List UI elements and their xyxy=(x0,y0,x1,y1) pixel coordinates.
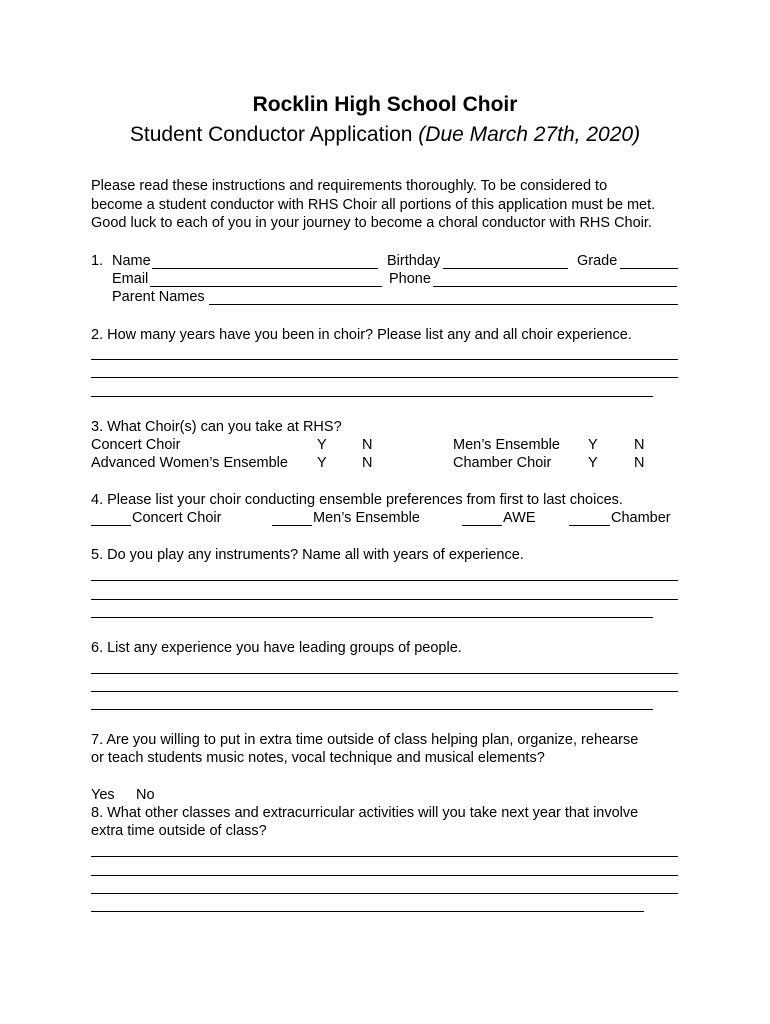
concert-yes-option[interactable]: Y xyxy=(317,437,327,453)
birthday-field[interactable] xyxy=(443,268,568,269)
q6-answer-line-1[interactable] xyxy=(91,673,678,674)
awe-no-option[interactable]: N xyxy=(362,455,373,471)
q4-text: 4. Please list your choir conducting ensemble preferences from first to last choices. xyxy=(91,492,623,508)
page-subtitle xyxy=(0,121,770,149)
name-label: Name xyxy=(112,253,151,269)
rank-blank-chamber[interactable] xyxy=(569,525,610,526)
phone-label: Phone xyxy=(389,271,431,287)
phone-field[interactable] xyxy=(433,286,677,287)
choir-chamber-label: Chamber Choir xyxy=(453,455,552,471)
q7-text-line-1: 7. Are you willing to put in extra time outside of class helping plan, organize, rehearse xyxy=(91,732,639,748)
q5-text: 5. Do you play any instruments? Name all with years of experience. xyxy=(91,547,524,563)
grade-label: Grade xyxy=(577,253,618,269)
email-field[interactable] xyxy=(150,286,382,287)
email-label: Email xyxy=(112,271,149,287)
subtitle-text: Student Conductor Application xyxy=(129,123,413,146)
choir-concert-label: Concert Choir xyxy=(91,437,181,453)
q8-text-line-1: 8. What other classes and extracurricular activities will you take next year that involve xyxy=(91,805,639,821)
choir-mens-label: Men’s Ensemble xyxy=(453,437,560,453)
q2-text: 2. How many years have you been in choir? Please list any and all choir experience. xyxy=(91,327,632,343)
concert-no-option[interactable]: N xyxy=(362,437,373,453)
rank-blank-mens[interactable] xyxy=(272,525,312,526)
choir-awe-label: Advanced Women’s Ensemble xyxy=(91,455,288,471)
q6-answer-line-3[interactable] xyxy=(91,709,653,710)
pref-concert-label: Concert Choir xyxy=(132,510,222,526)
q8-answer-line-2[interactable] xyxy=(91,875,678,876)
q7-text-line-2: or teach students music notes, vocal technique and musical elements? xyxy=(91,750,545,766)
q6-text: 6. List any experience you have leading groups of people. xyxy=(91,640,462,656)
q6-answer-line-2[interactable] xyxy=(91,691,678,692)
q8-answer-line-3[interactable] xyxy=(91,893,678,894)
due-date: (Due March 27th, 2020) xyxy=(418,123,641,146)
instruction-line: become a student conductor with RHS Choir all portions of this application must be met. xyxy=(91,196,656,213)
q5-answer-line-1[interactable] xyxy=(91,580,678,581)
chamber-no-option[interactable]: N xyxy=(634,455,645,471)
q2-answer-line-2[interactable] xyxy=(91,377,678,378)
grade-field[interactable] xyxy=(620,268,678,269)
q1-number: 1. xyxy=(91,253,104,269)
pref-awe-label: AWE xyxy=(503,510,536,526)
q5-answer-line-3[interactable] xyxy=(91,617,653,618)
rank-blank-awe[interactable] xyxy=(462,525,502,526)
q5-answer-line-2[interactable] xyxy=(91,599,678,600)
instructions xyxy=(91,177,691,233)
pref-mens-label: Men’s Ensemble xyxy=(313,510,420,526)
q2-answer-line-3[interactable] xyxy=(91,396,653,397)
awe-yes-option[interactable]: Y xyxy=(317,455,327,471)
q8-text-line-2: extra time outside of class? xyxy=(91,823,267,839)
q7-yes-option[interactable]: Yes xyxy=(91,787,115,803)
chamber-yes-option[interactable]: Y xyxy=(588,455,598,471)
mens-yes-option[interactable]: Y xyxy=(588,437,598,453)
page-title: Rocklin High School Choir xyxy=(252,93,518,116)
mens-no-option[interactable]: N xyxy=(634,437,645,453)
q8-answer-line-4[interactable] xyxy=(91,911,644,912)
q8-answer-line-1[interactable] xyxy=(91,856,678,857)
q2-answer-line-1[interactable] xyxy=(91,359,678,360)
parent-names-label: Parent Names xyxy=(112,289,205,305)
name-field[interactable] xyxy=(152,268,378,269)
parent-names-field[interactable] xyxy=(209,304,678,305)
pref-chamber-label: Chamber xyxy=(611,510,671,526)
instruction-line: Good luck to each of you in your journey to become a choral conductor with RHS Choir. xyxy=(91,215,652,231)
rank-blank-concert[interactable] xyxy=(91,525,131,526)
instruction-line: Please read these instructions and requirements thoroughly. To be considered to xyxy=(91,178,608,194)
birthday-label: Birthday xyxy=(387,253,441,269)
q3-text: 3. What Choir(s) can you take at RHS? xyxy=(91,419,342,435)
q7-no-option[interactable]: No xyxy=(136,787,155,803)
